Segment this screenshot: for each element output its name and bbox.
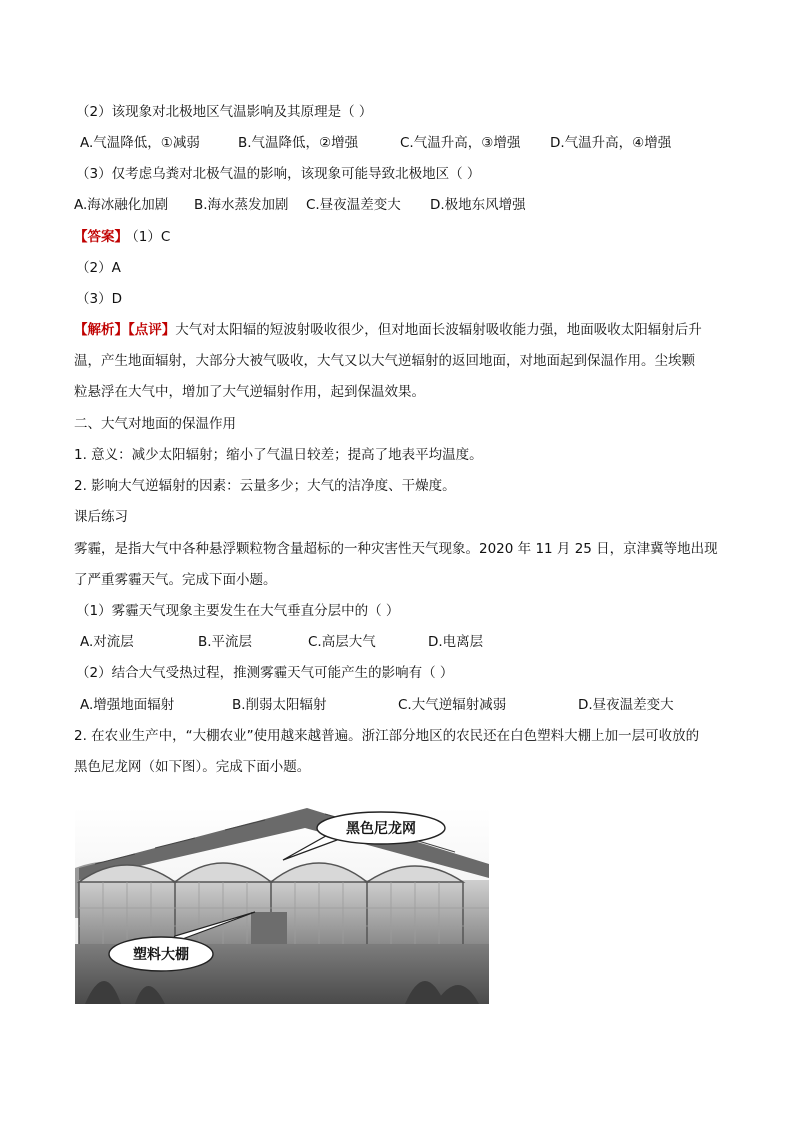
option-d: D.气温升高，④增强 xyxy=(550,135,672,151)
practice-q1-options xyxy=(80,632,483,652)
option-a: A.对流层 xyxy=(80,634,134,650)
question2-line-1: 2. 在农业生产中，“大棚农业”使用越来越普遍。浙江部分地区的农民还在白色塑料大棚上加一层可收放的 xyxy=(74,728,700,744)
option-c: C.气温升高，③增强 xyxy=(400,135,521,151)
option-b: B.削弱太阳辐射 xyxy=(232,697,327,713)
answer-1: （1）C xyxy=(132,229,171,245)
analysis-text-1: 大气对太阳辐的短波射吸收很少，但对地面长波辐射吸收能力强，地面吸收太阳辐射后升 xyxy=(175,322,702,338)
option-c: C.大气逆辐射减弱 xyxy=(398,697,507,713)
q3-options xyxy=(74,195,526,215)
label-plastic-shed: 塑料大棚 xyxy=(133,947,189,963)
option-a: A.海冰融化加剧 xyxy=(74,197,169,213)
option-c: C.昼夜温差变大 xyxy=(306,197,401,213)
answer-tag: 【答案】 xyxy=(74,229,128,245)
analysis-line-3: 粒悬浮在大气中，增加了大气逆辐射作用，起到保温效果。 xyxy=(74,384,425,400)
section-point-1: 1. 意义：减少太阳辐射；缩小了气温日较差；提高了地表平均温度。 xyxy=(74,447,483,463)
option-a: A.增强地面辐射 xyxy=(80,697,175,713)
practice-q2-stem: （2）结合大气受热过程，推测雾霾天气可能产生的影响有（ ） xyxy=(76,665,454,681)
option-d: D.电离层 xyxy=(428,634,484,650)
q2-options xyxy=(80,133,671,153)
q2-stem: （2）该现象对北极地区气温影响及其原理是（ ） xyxy=(76,104,373,120)
option-b: B.平流层 xyxy=(198,634,253,650)
section-title: 二、大气对地面的保温作用 xyxy=(74,416,236,432)
option-d: D.极地东风增强 xyxy=(430,197,526,213)
practice-intro-1: 雾霾，是指大气中各种悬浮颗粒物含量超标的一种灾害性天气现象。2020 年 11 月 25 日，京津冀等地出现 xyxy=(74,541,718,557)
practice-intro-2: 了严重雾霾天气。完成下面小题。 xyxy=(74,572,277,588)
q3-stem: （3）仅考虑乌粪对北极气温的影响，该现象可能导致北极地区（ ） xyxy=(76,166,481,182)
section-point-2: 2. 影响大气逆辐射的因素：云量多少；大气的洁净度、干燥度。 xyxy=(74,478,456,494)
analysis-line-1 xyxy=(74,320,702,340)
answer-line xyxy=(74,227,170,247)
option-b: B.气温降低，②增强 xyxy=(238,135,359,151)
label-nylon-net: 黑色尼龙网 xyxy=(346,821,416,837)
analysis-tag: 【解析】【点评】 xyxy=(74,322,176,338)
question2-line-2: 黑色尼龙网（如下图）。完成下面小题。 xyxy=(74,759,311,775)
option-c: C.高层大气 xyxy=(308,634,376,650)
greenhouse-photo xyxy=(75,808,489,1004)
practice-title: 课后练习 xyxy=(74,509,128,525)
practice-q2-options xyxy=(80,695,674,715)
analysis-line-2: 温，产生地面辐射，大部分大被气吸收，大气又以大气逆辐射的返回地面，对地面起到保温作用。尘埃颗 xyxy=(74,353,695,369)
practice-q1-stem: （1）雾霾天气现象主要发生在大气垂直分层中的（ ） xyxy=(76,603,400,619)
option-d: D.昼夜温差变大 xyxy=(578,697,674,713)
option-a: A.气温降低，①减弱 xyxy=(80,135,200,151)
answer-3: （3）D xyxy=(76,291,122,307)
answer-2: （2）A xyxy=(76,260,121,276)
option-b: B.海水蒸发加剧 xyxy=(194,197,289,213)
